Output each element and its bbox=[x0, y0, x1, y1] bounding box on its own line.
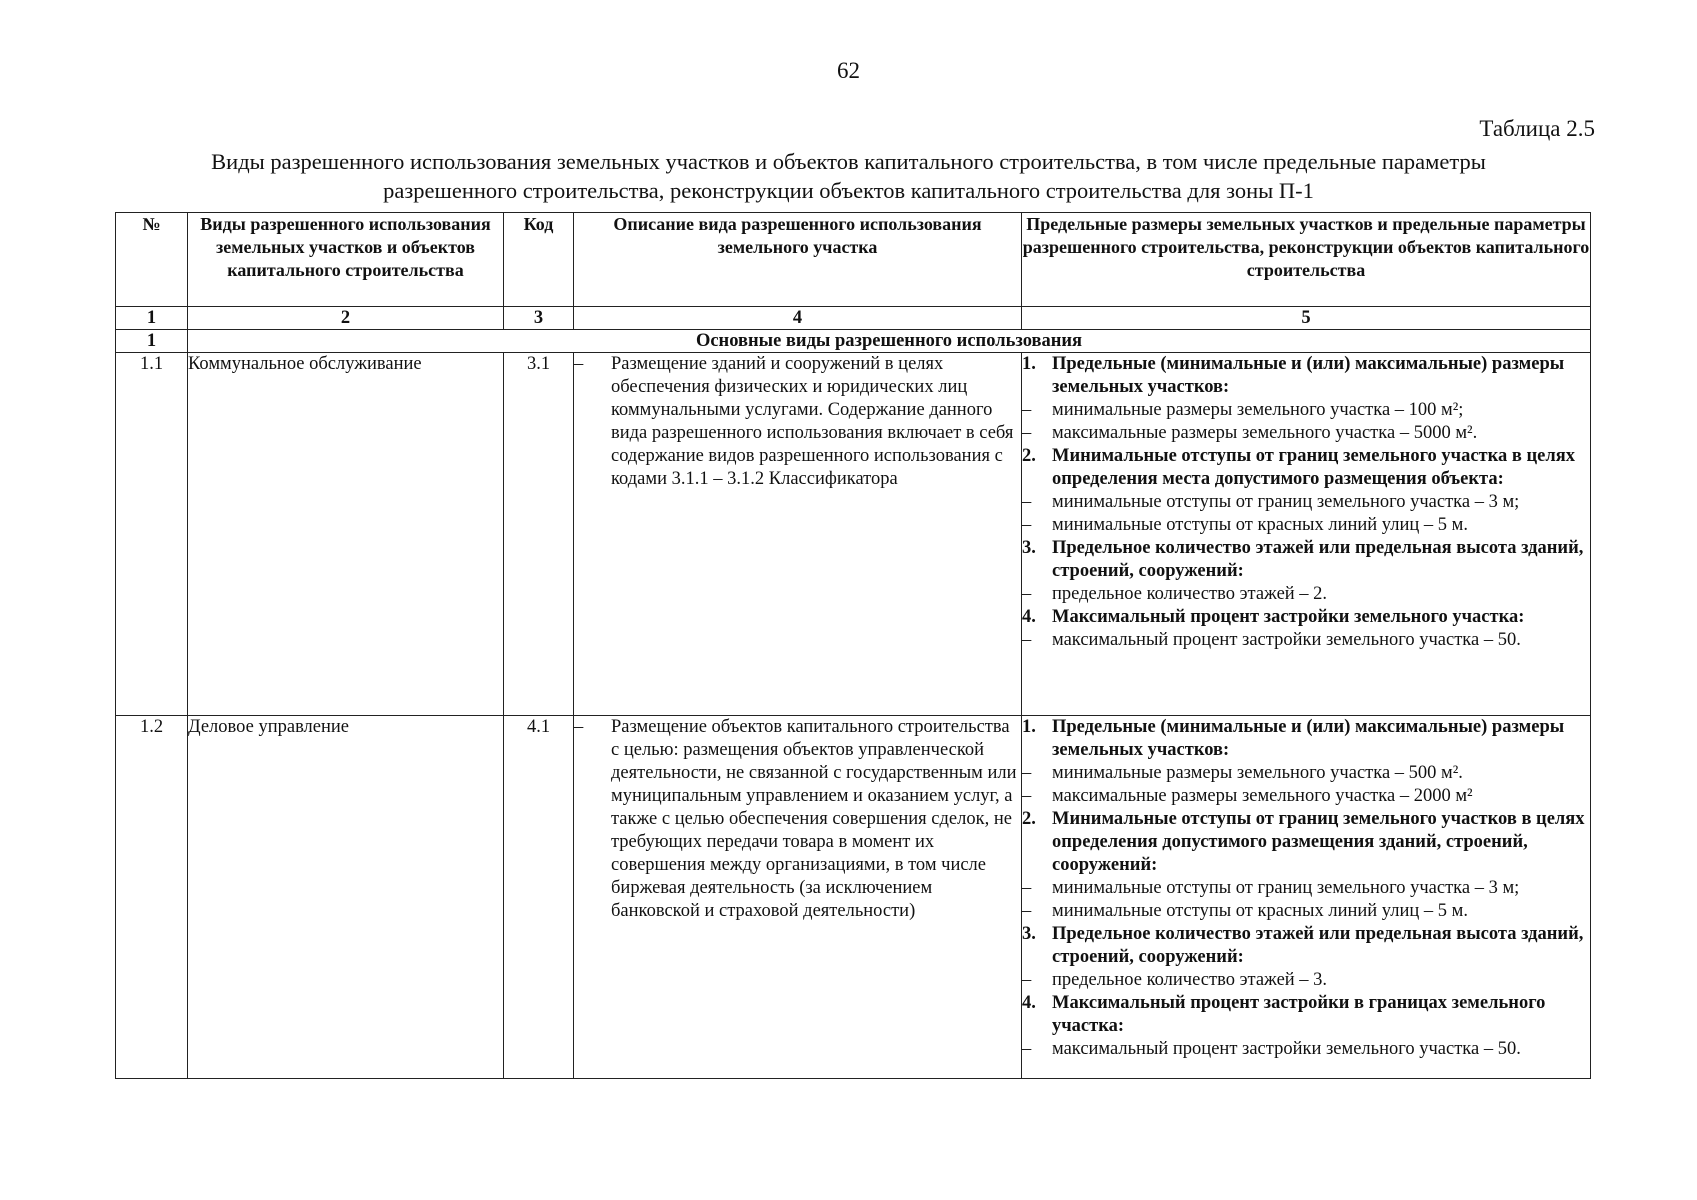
column-number-row bbox=[116, 307, 1591, 330]
param-number: 1. bbox=[1022, 354, 1036, 374]
param-item-text: максимальный процент застройки земельного участка – 50. bbox=[1052, 1039, 1521, 1059]
param-item-text: минимальные отступы от границ земельного участка – 3 м; bbox=[1052, 878, 1520, 898]
param-item bbox=[1022, 900, 1590, 923]
table-row bbox=[116, 716, 1591, 1079]
header-code: Код bbox=[504, 213, 574, 307]
param-number: 4. bbox=[1022, 993, 1036, 1013]
param-heading bbox=[1022, 445, 1590, 491]
dash-marker: – bbox=[1022, 878, 1032, 898]
dash-marker: – bbox=[1022, 423, 1032, 443]
param-number: 4. bbox=[1022, 607, 1036, 627]
param-number: 3. bbox=[1022, 924, 1036, 944]
param-item-text: минимальные отступы от красных линий улиц – 5 м. bbox=[1052, 515, 1468, 535]
param-item-text: предельное количество этажей – 3. bbox=[1052, 970, 1328, 990]
dash-marker: – bbox=[1022, 400, 1032, 420]
section-number: 1 bbox=[116, 330, 188, 353]
usage-code: 4.1 bbox=[504, 716, 574, 1079]
usage-kind-name: Коммунальное обслуживание bbox=[188, 353, 504, 716]
param-number: 2. bbox=[1022, 446, 1036, 466]
column-number: 3 bbox=[504, 307, 574, 330]
page-number: 62 bbox=[837, 58, 860, 83]
dash-marker: – bbox=[1022, 970, 1032, 990]
dash-marker: – bbox=[1022, 901, 1032, 921]
param-heading bbox=[1022, 537, 1590, 583]
param-heading-text: Предельное количество этажей или предельная высота зданий, строений, сооружений: bbox=[1052, 924, 1584, 967]
header-row bbox=[116, 213, 1591, 307]
param-item bbox=[1022, 785, 1590, 808]
param-item-text: минимальные размеры земельного участка – 100 м²; bbox=[1052, 400, 1464, 420]
param-heading bbox=[1022, 606, 1590, 629]
param-heading bbox=[1022, 923, 1590, 969]
param-item bbox=[1022, 514, 1590, 537]
row-number: 1.1 bbox=[116, 353, 188, 716]
table-label: Таблица 2.5 bbox=[1479, 116, 1595, 141]
description-text: Размещение объектов капитального строительства с целью: размещения объектов управленческой деятельности, не связанной с государственным или муниципальным управлением и оказанием услуг, а также с целью обеспечения совершения сделок, не требующих передачи товара в момент их совершения между организациями, в том числе биржевая деятельность (за исключением банковской и страховой деятельности) bbox=[611, 717, 1017, 921]
param-heading bbox=[1022, 808, 1590, 877]
dash-marker: – bbox=[1022, 584, 1032, 604]
param-heading bbox=[1022, 716, 1590, 762]
param-item bbox=[1022, 762, 1590, 785]
param-item bbox=[1022, 877, 1590, 900]
param-heading-text: Предельные (минимальные и (или) максимальные) размеры земельных участков: bbox=[1052, 717, 1565, 760]
section-row bbox=[116, 330, 1591, 353]
header-description: Описание вида разрешенного использования земельного участка bbox=[574, 213, 1022, 307]
param-item-text: максимальный процент застройки земельного участка – 50. bbox=[1052, 630, 1521, 650]
param-item bbox=[1022, 399, 1590, 422]
column-number: 4 bbox=[574, 307, 1022, 330]
param-item bbox=[1022, 583, 1590, 606]
column-number: 5 bbox=[1022, 307, 1591, 330]
param-item-text: минимальные отступы от красных линий улиц – 5 м. bbox=[1052, 901, 1468, 921]
param-item-text: максимальные размеры земельного участка – 2000 м² bbox=[1052, 786, 1473, 806]
dash-marker: – bbox=[1022, 763, 1032, 783]
section-title: Основные виды разрешенного использования bbox=[188, 330, 1591, 353]
param-heading-text: Максимальный процент застройки земельного участка: bbox=[1052, 607, 1525, 627]
param-number: 3. bbox=[1022, 538, 1036, 558]
table-title: Виды разрешенного использования земельных участков и объектов капитального строительства, в том числе предельные параметры разрешенного строительства, реконструкции объектов капитального строительства для зоны П-1 bbox=[211, 149, 1486, 203]
param-number: 1. bbox=[1022, 717, 1036, 737]
param-heading-text: Предельное количество этажей или предельная высота зданий, строений, сооружений: bbox=[1052, 538, 1584, 581]
row-number: 1.2 bbox=[116, 716, 188, 1079]
param-item bbox=[1022, 422, 1590, 445]
table-row bbox=[116, 353, 1591, 716]
usage-description bbox=[574, 353, 1022, 716]
dash-marker: – bbox=[1022, 786, 1032, 806]
usage-description bbox=[574, 716, 1022, 1079]
param-item-text: минимальные отступы от границ земельного участка – 3 м; bbox=[1052, 492, 1520, 512]
param-item bbox=[1022, 969, 1590, 992]
param-item bbox=[1022, 1038, 1590, 1061]
usage-params bbox=[1022, 353, 1591, 716]
zoning-table bbox=[115, 212, 1591, 1079]
usage-code: 3.1 bbox=[504, 353, 574, 716]
param-heading bbox=[1022, 353, 1590, 399]
param-item bbox=[1022, 491, 1590, 514]
param-heading bbox=[1022, 992, 1590, 1038]
usage-kind-name: Деловое управление bbox=[188, 716, 504, 1079]
param-item-text: предельное количество этажей – 2. bbox=[1052, 584, 1328, 604]
param-heading-text: Предельные (минимальные и (или) максимальные) размеры земельных участков: bbox=[1052, 354, 1565, 397]
param-number: 2. bbox=[1022, 809, 1036, 829]
header-kinds: Виды разрешенного использования земельных участков и объектов капитального строительства bbox=[188, 213, 504, 307]
dash-marker: – bbox=[1022, 515, 1032, 535]
dash-marker: – bbox=[1022, 492, 1032, 512]
dash-marker: – bbox=[574, 717, 584, 737]
param-heading-text: Минимальные отступы от границ земельного участка в целях определения места допустимого размещения объекта: bbox=[1052, 446, 1575, 489]
param-heading-text: Максимальный процент застройки в границах земельного участка: bbox=[1052, 993, 1546, 1036]
description-text: Размещение зданий и сооружений в целях обеспечения физических и юридических лиц коммунальными услугами. Содержание данного вида разрешенного использования включает в себя содержание видов разрешенного использования с кодами 3.1.1 – 3.1.2 Классификатора bbox=[611, 354, 1014, 489]
header-num: № bbox=[116, 213, 188, 307]
dash-marker: – bbox=[574, 354, 584, 374]
param-heading-text: Минимальные отступы от границ земельного участков в целях определения допустимого размещения зданий, строений, сооружений: bbox=[1052, 809, 1585, 875]
usage-params bbox=[1022, 716, 1591, 1079]
param-item-text: минимальные размеры земельного участка – 500 м². bbox=[1052, 763, 1463, 783]
param-item-text: максимальные размеры земельного участка – 5000 м². bbox=[1052, 423, 1478, 443]
param-item bbox=[1022, 629, 1590, 652]
header-params: Предельные размеры земельных участков и предельные параметры разрешенного строительства, реконструкции объектов капитального строительства bbox=[1022, 213, 1591, 307]
column-number: 1 bbox=[116, 307, 188, 330]
dash-marker: – bbox=[1022, 630, 1032, 650]
column-number: 2 bbox=[188, 307, 504, 330]
dash-marker: – bbox=[1022, 1039, 1032, 1059]
